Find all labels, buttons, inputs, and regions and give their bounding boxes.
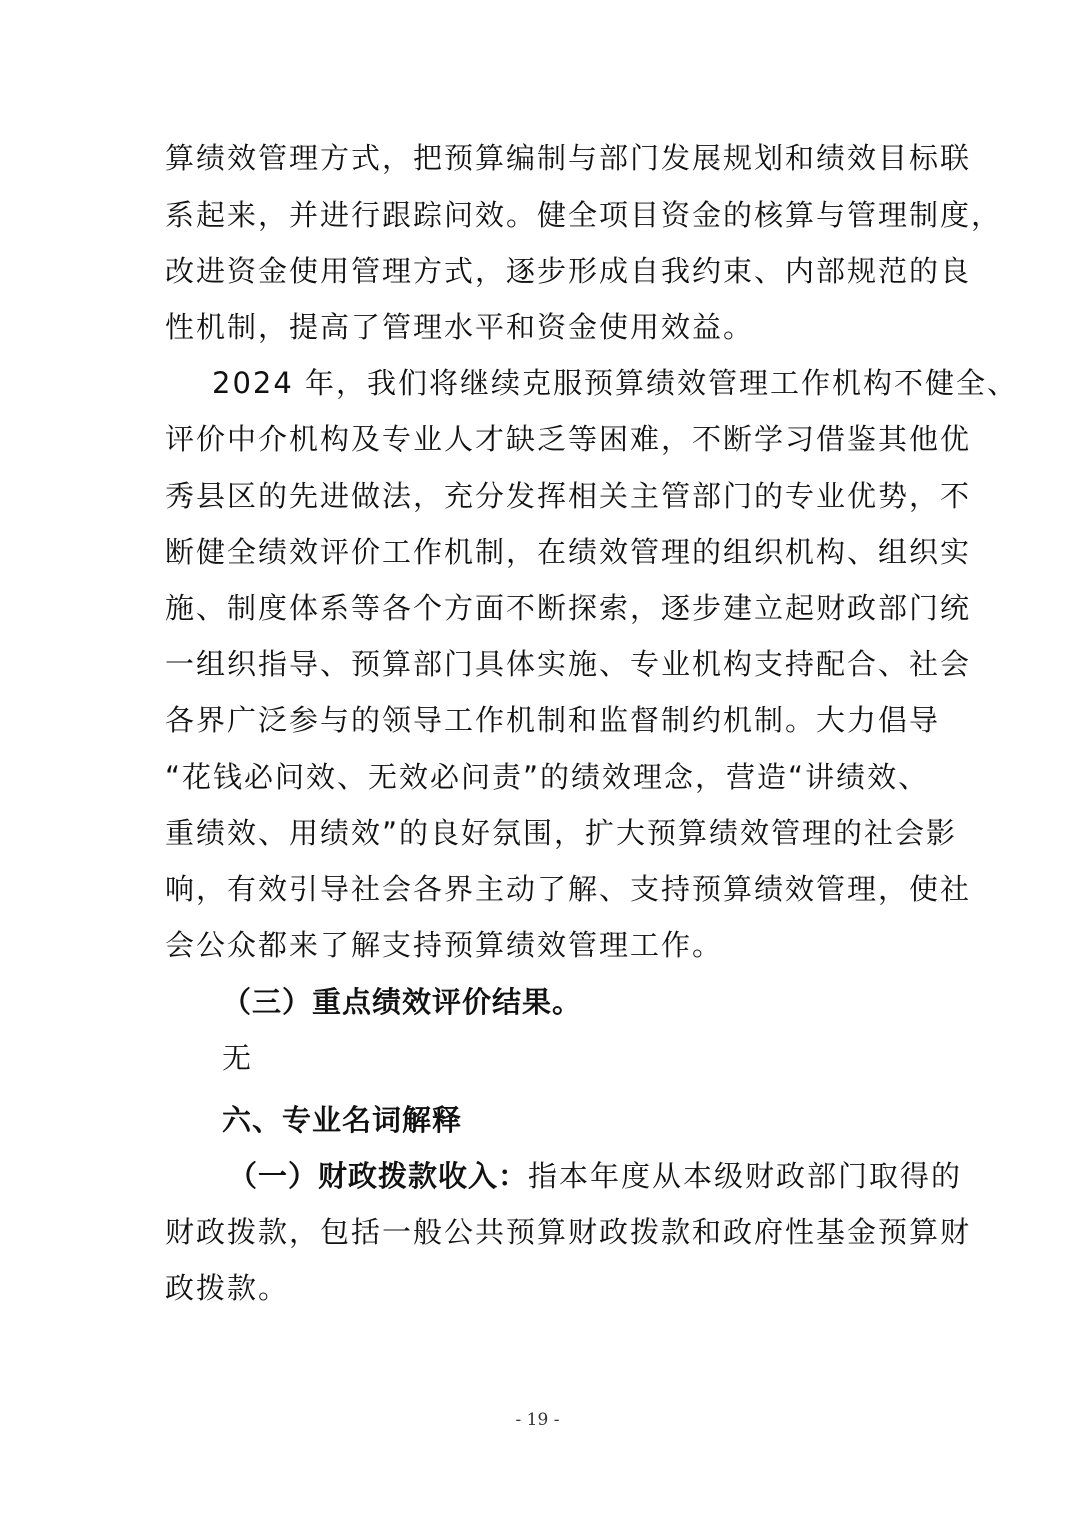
paragraph-line: 2024 年，我们将继续克服预算绩效管理工作机构不健全、 [212,366,1019,400]
paragraph-line: 系起来，并进行跟踪问效。健全项目资金的核算与管理制度， [165,198,1003,232]
paragraph-line: 施、制度体系等各个方面不断探索，逐步建立起财政部门统 [165,591,972,625]
section-content: 无 [222,1041,252,1075]
paragraph-line: 秀县区的先进做法，充分发挥相关主管部门的专业优势，不 [165,479,972,513]
section-heading: 六、专业名词解释 [222,1103,463,1137]
paragraph-line: 一组织指导、预算部门具体实施、专业机构支持配合、社会 [165,647,972,681]
paragraph-line: 重绩效、用绩效”的良好氛围，扩大预算绩效管理的社会影 [165,816,958,850]
term-label: （一）财政拨款收入： [228,1159,529,1193]
section-heading: （三）重点绩效评价结果。 [222,985,583,1019]
paragraph-line: 性机制，提高了管理水平和资金使用效益。 [165,310,755,344]
paragraph-line: 算绩效管理方式，把预算编制与部门发展规划和绩效目标联 [165,141,972,175]
paragraph-line: 断健全绩效评价工作机制，在绩效管理的组织机构、组织实 [165,535,972,569]
term-definition-line [228,1156,963,1196]
paragraph-line: 财政拨款，包括一般公共预算财政拨款和政府性基金预算财 [165,1215,972,1249]
paragraph-line: 评价中介机构及专业人才缺乏等困难，不断学习借鉴其他优 [165,422,972,456]
page-number: - 19 - [515,1410,560,1430]
paragraph-line: 政拨款。 [165,1271,290,1305]
paragraph-line: 会公众都来了解支持预算绩效管理工作。 [165,928,724,962]
paragraph-line: 改进资金使用管理方式，逐步形成自我约束、内部规范的良 [165,254,972,288]
term-definition-text: 指本年度从本级财政部门取得的 [528,1159,963,1193]
paragraph-line: 响，有效引导社会各界主动了解、支持预算绩效管理，使社 [165,872,972,906]
paragraph-line: 各界广泛参与的领导工作机制和监督制约机制。大力倡导 [165,703,941,737]
paragraph-line: “花钱必问效、无效必问责”的绩效理念，营造“讲绩效、 [165,760,930,794]
